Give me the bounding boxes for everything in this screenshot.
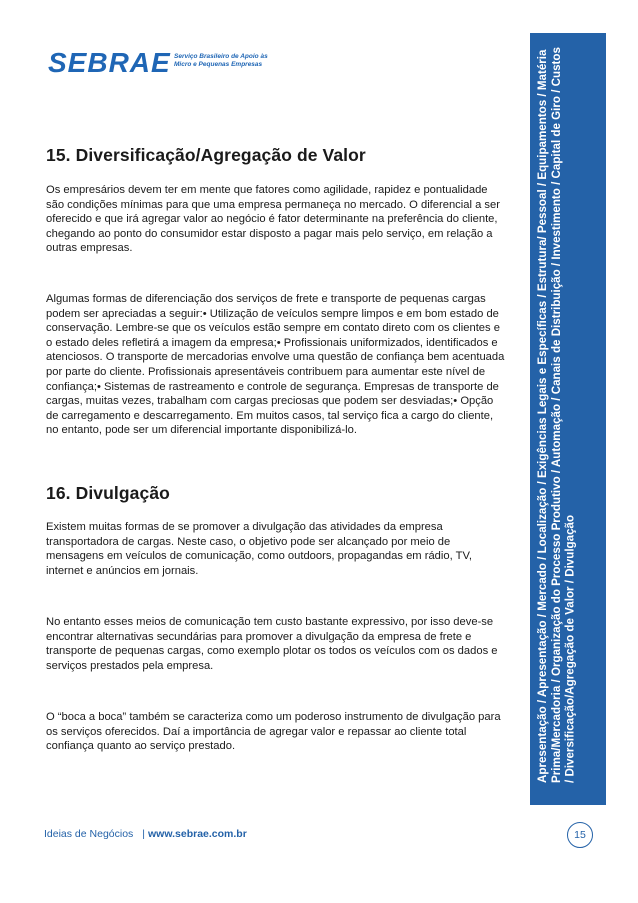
- page-number: 15: [567, 822, 593, 848]
- logo-tagline: [174, 53, 284, 69]
- logo-wordmark: SEBRAE: [46, 43, 173, 83]
- footer-label: [44, 828, 151, 840]
- footer-series-name: Ideias de Negócios: [44, 828, 134, 840]
- section-index-text: Apresentação / Apresentação / Mercado / Localização / Exigências Legais e Específicas / Estrutura/ Pessoal / Equipamentos / Matéria Prima/Mercadoria / Organização do Processo Produtivo / Automação / Canais de Distribuição / Investimento / Capital de Giro / Custos / Diversificação/Agregação de Valor / Divulgação: [536, 47, 577, 783]
- section-16-title: 16. Divulgação: [46, 483, 170, 503]
- section-16-paragraph-2: No entanto esses meios de comunicação tem custo bastante expressivo, por isso deve-se encontrar alternativas secundárias para promover a divulgação da empresa de frete e transporte de pequenas cargas, como exemplo plotar os todos os veículos com os dados e serviços prestados pela empresa.: [46, 616, 498, 672]
- section-16-paragraph-3: O “boca a boca” também se caracteriza como um poderoso instrumento de divulgação para os serviços oferecidos. Daí a importância de agregar valor e repassar ao cliente total confiança quanto ao serviço prestado.: [46, 711, 501, 753]
- logo-tagline-line-2: Micro e Pequenas Empresas: [174, 61, 263, 68]
- section-15-paragraph-1: Os empresários devem ter em mente que fatores como agilidade, rapidez e pontualidade são condições mínimas para que uma empresa permaneça no mercado. O diferencial a ser oferecido e que irá agregar valor ao negócio é fator determinante na preferência do cliente, chegando ao ponto do consumidor estar disposto a pagar mais pelo serviço, em relação a outras empresas.: [46, 184, 500, 255]
- footer-website-link[interactable]: www.sebrae.com.br: [148, 828, 247, 840]
- sebrae-logo: [44, 43, 268, 83]
- section-15-title: 15. Diversificação/Agregação de Valor: [46, 145, 366, 165]
- section-index-text-wrap: [536, 43, 600, 783]
- logo-tagline-line-1: Serviço Brasileiro de Apoio às: [174, 53, 268, 60]
- section-15-paragraph-2: Algumas formas de diferenciação dos serviços de frete e transporte de pequenas cargas podem ser apreciadas a seguir:• Utilização de veículos sempre limpos e em bom estado de conservação. Lembre-se que os veículos estão sempre em contato direto com os clientes e o estado deles refletirá a imagem da empresa;• Profissionais uniformizados, identificados e atenciosos. O transporte de mercadorias envolve uma questão de confiança bem acentuada por parte do cliente. Profissionais apresentáveis contribuem para aumentar este nível de confiança;• Sistemas de rastreamento e controle de segurança. Empresas de transporte de cargas, muitas vezes, trabalham com cargas preciosas que podem ser desviadas;• Opção de carregamento e descarregamento. Em muitos casos, tal serviço fica a cargo do cliente, no entanto, pode ser um diferencial importante disponibilizá-lo.: [46, 293, 505, 437]
- footer-separator: |: [142, 828, 145, 840]
- section-16-paragraph-1: Existem muitas formas de se promover a divulgação das atividades da empresa transportadora de cargas. Neste caso, o objetivo pode ser alcançado por meio de mensagens em veículos de comunicação, como outdoors, propagandas em rádio, TV, internet e anúncios em jornais.: [46, 521, 472, 577]
